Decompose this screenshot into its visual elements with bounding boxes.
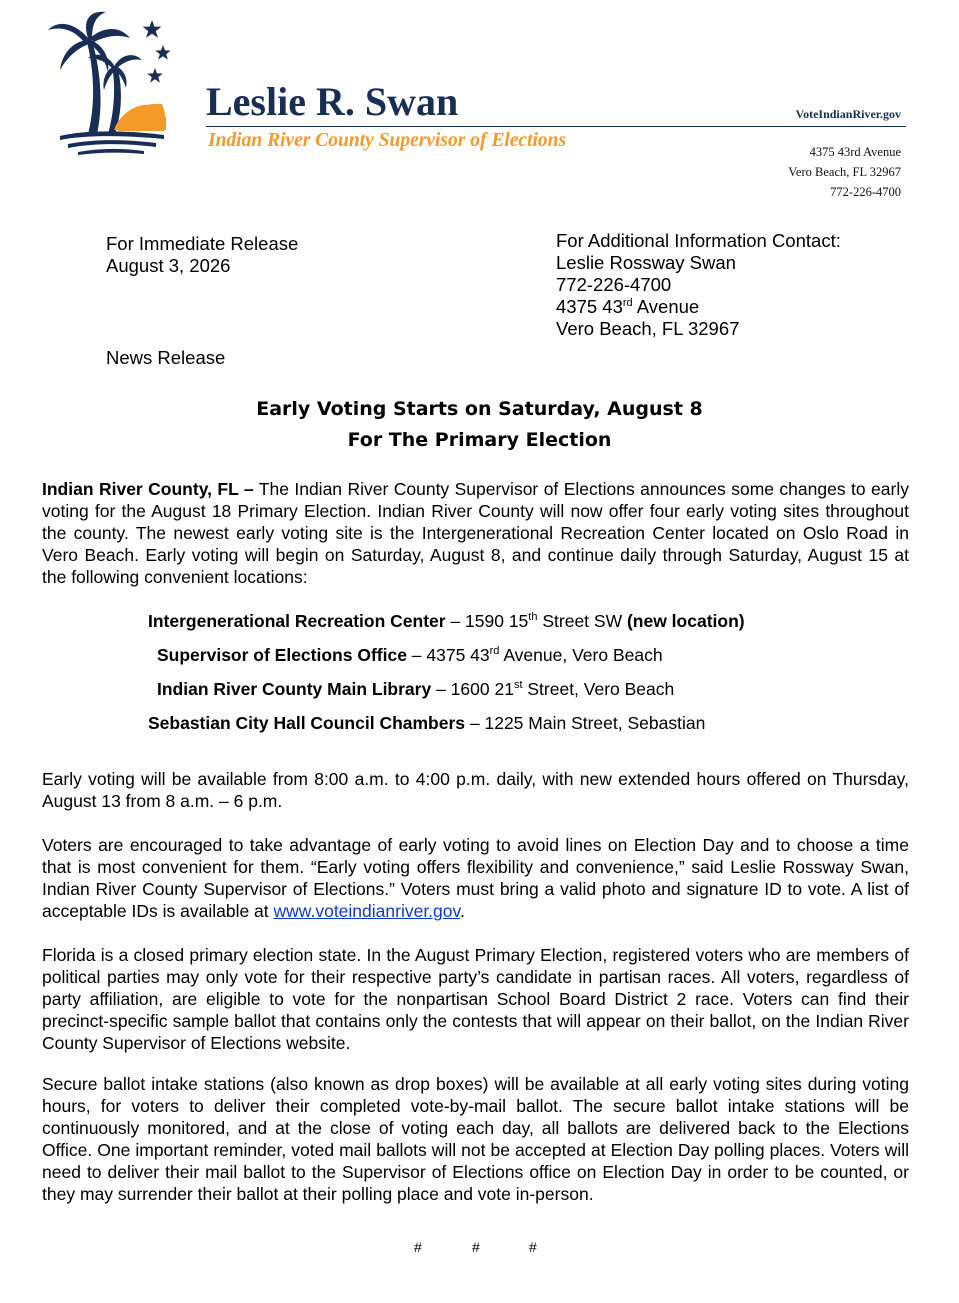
- contact-street: 4375 43rd Avenue: [556, 296, 700, 317]
- contact-info: [556, 230, 841, 340]
- headline-line2: For The Primary Election: [347, 429, 612, 451]
- office-address: [788, 142, 901, 202]
- candidate-name: Leslie R. Swan: [206, 79, 459, 124]
- contact-label: For Additional Information Contact:: [556, 230, 841, 251]
- header-rule: [206, 126, 906, 127]
- contact-name: Leslie Rossway Swan: [556, 252, 736, 273]
- contact-city: Vero Beach, FL 32967: [556, 318, 740, 339]
- release-info: [106, 233, 298, 277]
- address-phone: 772-226-4700: [830, 185, 901, 199]
- paragraph-intro: Indian River County, FL – The Indian River County Supervisor of Elections announces some changes to early voting for the August 18 Primary Election. Indian River County will now offer four early voting sites throughout the county. The newest early voting site is the Intergenerational Recreation Center located on Oslo Road in Vero Beach. Early voting will begin on Saturday, August 8, and continue daily through Saturday, August 15 at the following convenient locations:: [42, 479, 909, 587]
- paragraph-closed-primary: Florida is a closed primary election state. In the August Primary Election, registered voters who are members of political parties may only vote for their respective party’s candidate in partisan races. All voters, regardless of party affiliation, are eligible to vote for the nonpartisan School Board District 2 race. Voters can find their precinct-specific sample ballot that contains only the contests that will appear on their ballot, on the Indian River County Supervisor of Elections website.: [42, 945, 909, 1053]
- new-location-note: (new location): [626, 611, 745, 631]
- paragraph-drop-boxes: Secure ballot intake stations (also known as drop boxes) will be available at all early voting sites during voting hours, for voters to deliver their completed vote-by-mail ballot. The secure ballot intake stations will be continuously monitored, and at the close of voting each day, all ballots are delivered back to the Elections Office. One important reminder, voted mail ballots will not be accepted at Election Day polling places. Voters will need to deliver their mail ballot to the Supervisor of Elections office on Election Day in order to be counted, or they may surrender their ballot at their polling place and vote in-person.: [42, 1074, 909, 1204]
- release-label: For Immediate Release: [106, 233, 299, 254]
- end-mark: #: [472, 1239, 480, 1255]
- headline: [0, 394, 959, 456]
- location-item: Indian River County Main Library – 1600 21st Street, Vero Beach: [157, 679, 675, 699]
- location-item: Sebastian City Hall Council Chambers – 1225 Main Street, Sebastian: [148, 713, 706, 733]
- paragraph-hours: Early voting will be available from 8:00 a.m. to 4:00 p.m. daily, with new extended hours offered on Thursday, August 13 from 8 a.m. – 6 p.m.: [42, 769, 909, 811]
- location-item: Supervisor of Elections Office – 4375 43rd Avenue, Vero Beach: [157, 645, 663, 665]
- location-item: Intergenerational Recreation Center – 1590 15th Street SW (new location): [148, 611, 745, 631]
- office-subtitle: Indian River County Supervisor of Elections: [208, 130, 567, 151]
- release-type: News Release: [106, 347, 226, 368]
- address-line2: Vero Beach, FL 32967: [788, 165, 901, 179]
- paragraph-id-requirements: Voters are encouraged to take advantage of early voting to avoid lines on Election Day and to choose a time that is most convenient for them. “Early voting offers flexibility and convenience,” said Leslie Rossway Swan, Indian River County Supervisor of Elections.” Voters must bring a valid photo and signature ID to vote. A list of acceptable IDs is available at www.voteindianriver.gov.: [42, 835, 909, 921]
- palm-tree-logo: [44, 8, 178, 158]
- dateline: Indian River County, FL –: [42, 479, 254, 499]
- address-line1: 4375 43rd Avenue: [809, 145, 901, 159]
- end-mark: #: [529, 1239, 537, 1255]
- release-date: August 3, 2026: [106, 255, 231, 276]
- website-link[interactable]: www.voteindianriver.gov: [273, 901, 460, 921]
- headline-line1: Early Voting Starts on Saturday, August 8: [256, 398, 703, 420]
- website-label: VoteIndianRiver.gov: [795, 107, 901, 121]
- contact-phone: 772-226-4700: [556, 274, 672, 295]
- end-mark: #: [414, 1239, 422, 1255]
